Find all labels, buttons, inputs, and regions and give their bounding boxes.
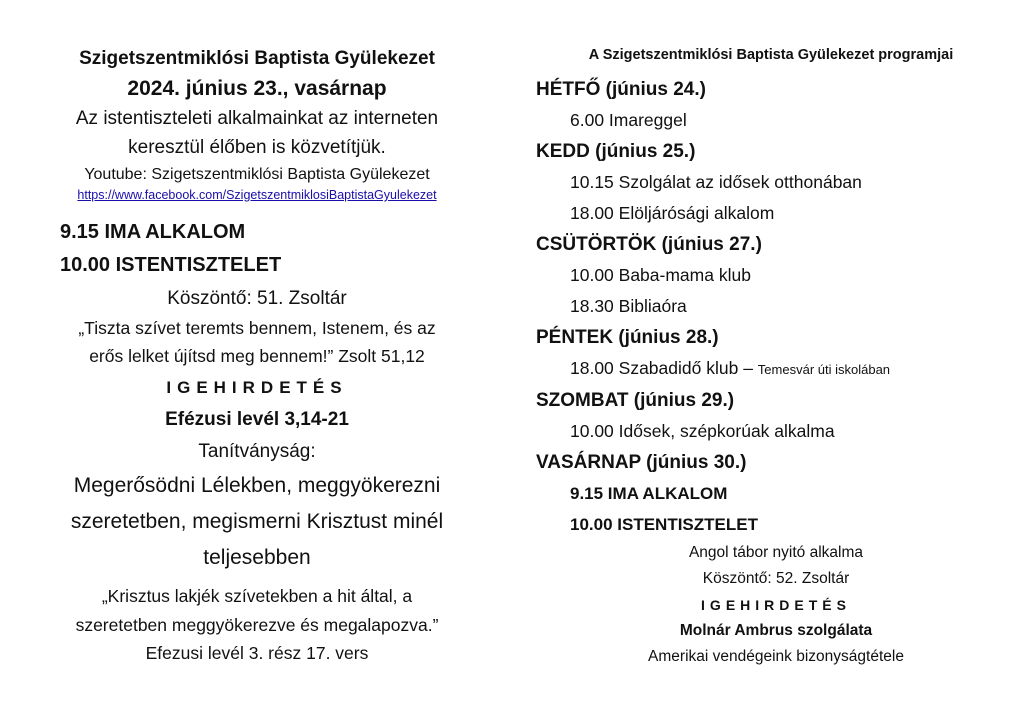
prayer-time: 9.15 IMA ALKALOM (60, 221, 246, 243)
program-item (536, 353, 1006, 385)
verse-quote-line-2: szeretetben meggyökerezve és megalapozva.” (75, 615, 439, 635)
stream-notice-line-2: keresztül élőben is közvetítjük. (128, 137, 386, 158)
program-item-location: Temesvár úti iskolában (757, 362, 891, 377)
program-item: 10.00 Idősek, szépkorúak alkalma (570, 421, 835, 441)
program-item-title: 18.00 Szabadidő klub – (570, 358, 758, 378)
service-time: 10.00 ISTENTISZTELET (60, 254, 282, 276)
sunday-bulletin (20, 44, 494, 667)
sunday-service-time: 10.00 ISTENTISZTELET (570, 515, 758, 534)
camp-opening: Angol tábor nyitó alkalma (688, 544, 864, 561)
day-friday: PÉNTEK (június 28.) (536, 327, 719, 348)
sunday-greeting: Köszöntő: 52. Zsoltár (702, 570, 850, 587)
sunday-sermon-heading: IGEHIRDETÉS (701, 597, 851, 613)
psalm-quote-line-2: erős lelket újítsd meg bennem!” Zsolt 51,12 (89, 346, 425, 366)
program-item: 18.00 Elöljárósági alkalom (570, 203, 775, 223)
youtube-channel: Youtube: Szigetszentmiklósi Baptista Gyülekezet (84, 166, 430, 183)
theme-line-1: Megerősödni Lélekben, meggyökerezni (73, 474, 441, 497)
day-tuesday: KEDD (június 25.) (536, 141, 696, 162)
day-thursday: CSÜTÖRTÖK (június 27.) (536, 234, 762, 255)
sermon-scripture: Efézusi levél 3,14-21 (165, 409, 349, 430)
verse-quote-line-1: „Krisztus lakjék szívetekben a hit által, a (101, 586, 413, 606)
greeting-psalm: Köszöntő: 51. Zsoltár (167, 288, 347, 309)
facebook-link[interactable]: https://www.facebook.com/SzigetszentmiklosiBaptistaGyulekezet (77, 188, 437, 202)
church-name: Szigetszentmiklósi Baptista Gyülekezet (79, 48, 435, 69)
psalm-quote-line-1: „Tiszta szívet teremts bennem, Istenem, és az (78, 318, 436, 338)
programs-header: A Szigetszentmiklósi Baptista Gyülekezet programjai (588, 47, 954, 63)
program-item: 18.30 Bibliaóra (570, 296, 687, 316)
theme-line-3: teljesebben (203, 546, 311, 569)
day-saturday: SZOMBAT (június 29.) (536, 390, 735, 411)
stream-notice-line-1: Az istentiszteleti alkalmainkat az interneten (75, 108, 439, 129)
day-monday: HÉTFŐ (június 24.) (536, 79, 706, 100)
sermon-topic: Tanítványság: (198, 441, 316, 462)
theme-line-2: szeretetben, megismerni Krisztust minél (70, 510, 444, 533)
program-item: 10.15 Szolgálat az idősek otthonában (570, 172, 862, 192)
program-item: 10.00 Baba-mama klub (570, 265, 751, 285)
verse-reference: Efezusi levél 3. rész 17. vers (145, 643, 369, 663)
weekly-programs (536, 44, 1006, 670)
program-item: 6.00 Imareggel (570, 110, 687, 130)
testimony: Amerikai vendégeink bizonyságtétele (648, 648, 904, 665)
sermon-heading: IGEHIRDETÉS (166, 378, 348, 397)
sunday-prayer-time: 9.15 IMA ALKALOM (570, 484, 728, 503)
preacher: Molnár Ambrus szolgálata (679, 622, 873, 639)
service-date: 2024. június 23., vasárnap (127, 77, 387, 100)
day-sunday: VASÁRNAP (június 30.) (536, 452, 747, 473)
